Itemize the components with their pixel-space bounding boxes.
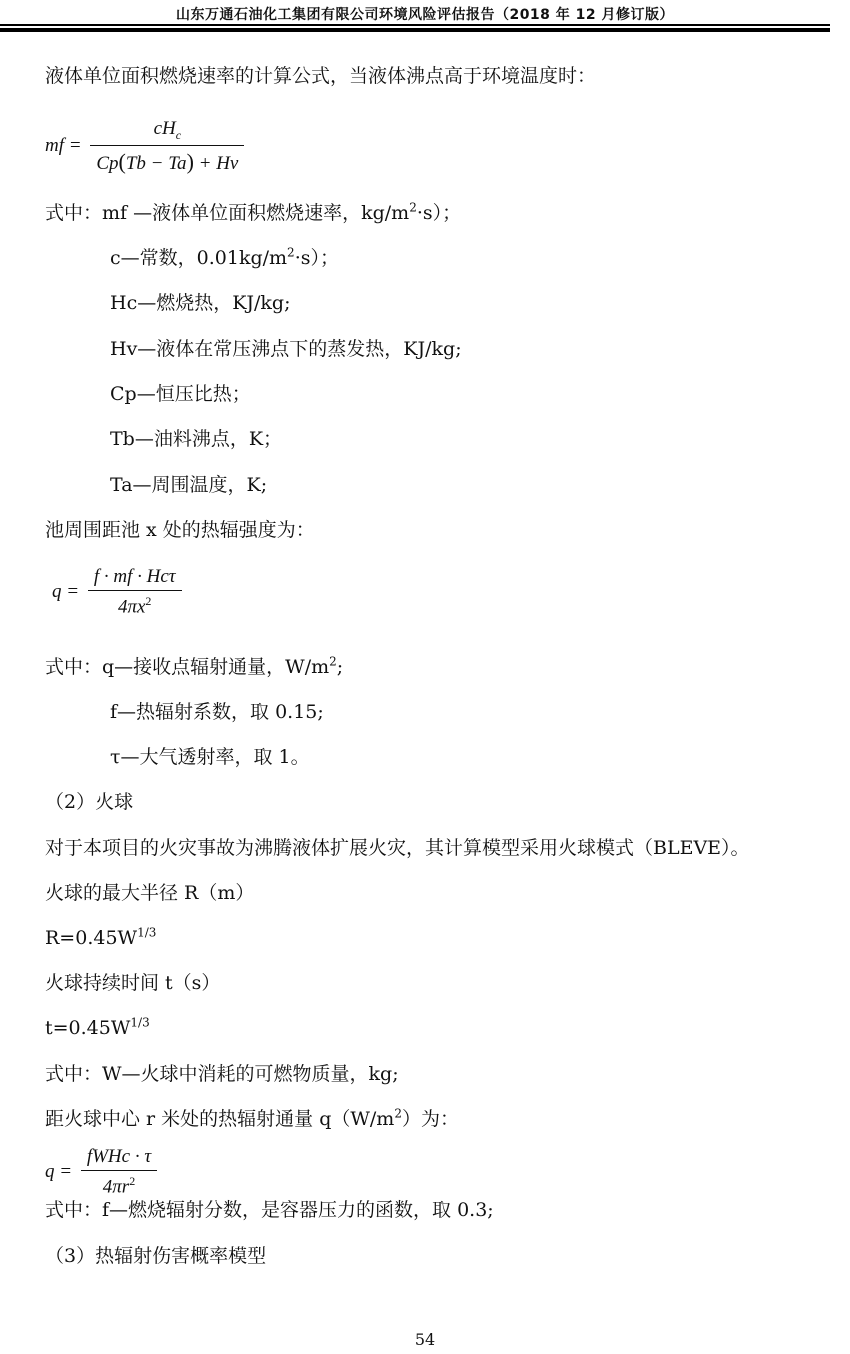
def-hv: Hv—液体在常压沸点下的蒸发热，KJ/kg; [110, 338, 462, 360]
page-number: 54 [414, 1330, 436, 1349]
formula-burn-rate [45, 118, 244, 175]
def-hc: Hc—燃烧热，KJ/kg; [110, 292, 291, 314]
page-header [0, 0, 850, 30]
fire-time: 火球持续时间 t（s） [45, 972, 221, 994]
def-ta: Ta—周围温度，K; [110, 474, 268, 496]
formula-fireball-radiation [45, 1146, 157, 1198]
f3-den-text: 4πr [102, 1176, 130, 1198]
f1-den-a: Cp [96, 152, 119, 174]
f1-num-sub: c [175, 127, 182, 142]
def-mf: 式中：mf —液体单位面积燃烧速率，$kg/m^2\cdot s$）； [45, 200, 462, 224]
def-q: 式中：q—接收点辐射通量，$W/m^2$; [45, 654, 344, 678]
formula-pool-radiation-denominator [88, 591, 182, 618]
intro-pool-text: 液体单位面积燃烧速率的计算公式，当液体沸点高于环境温度时： [45, 65, 597, 87]
header-title: 山东万通石油化工集团有限公司环境风险评估报告（2018 年 12 月修订版） [175, 7, 675, 23]
def-f2: 式中：f—燃烧辐射分数，是容器压力的函数，取 0.3; [45, 1199, 494, 1221]
fire-desc: 对于本项目的火灾事故为沸腾液体扩展火灾，其计算模型采用火球模式（BLEVE）。 [45, 837, 750, 859]
def-c: c—常数，$0.01kg/m^2\cdot s$）； [110, 245, 339, 269]
f1-den-c: + Hv [198, 152, 239, 174]
formula-burn-rate-numerator [90, 118, 244, 145]
def-f: f—热辐射系数，取 0.15; [110, 701, 324, 723]
header-rule-thick [0, 28, 830, 32]
formula-pool-radiation-numerator: f · mf · Hcτ [93, 566, 176, 587]
def-tb: Tb—油料沸点，K； [110, 428, 283, 450]
intro-q: 池周围距池 x 处的热辐强度为： [45, 519, 315, 541]
formula-pool-radiation [52, 566, 182, 618]
t-formula: $t=0.45W^{1/3}$ [45, 1015, 150, 1039]
section-fireball-heading: （2）火球 [45, 791, 134, 813]
header-rule-thin [0, 24, 830, 26]
f1-num-text: cH [153, 118, 176, 139]
intro-q2: 距火球中心 r 米处的热辐射通量 $q(W/m^2)$为： [45, 1106, 459, 1130]
f2-den-exp: 2 [145, 594, 152, 608]
formula-burn-rate-lhs: mf = [45, 135, 82, 157]
formula-fireball-radiation-lhs: q = [45, 1161, 73, 1183]
formula-pool-radiation-fraction [88, 566, 182, 618]
f2-den-text: 4πx [117, 596, 146, 618]
formula-fireball-radiation-numerator: fWHc · τ [86, 1146, 152, 1167]
formula-fireball-radiation-fraction [81, 1146, 157, 1198]
r-formula: $R=0.45W^{1/3}$ [45, 925, 157, 949]
def-tau: τ—大气透射率，取 1。 [110, 746, 310, 768]
f1-den-b: Tb − Ta [125, 152, 187, 174]
fire-radius: 火球的最大半径 R（m） [45, 882, 255, 904]
f3-den-exp: 2 [129, 1174, 136, 1188]
def-w: 式中：W—火球中消耗的可燃物质量，kg; [45, 1063, 399, 1085]
formula-burn-rate-fraction [90, 118, 244, 175]
def-cp: Cp—恒压比热； [110, 383, 251, 405]
section-thermal-model-heading: （3）热辐射伤害概率模型 [45, 1245, 267, 1267]
formula-fireball-radiation-denominator [81, 1171, 157, 1198]
formula-burn-rate-denominator: Cp(Tb − Ta) + Hv [96, 148, 239, 174]
formula-pool-radiation-lhs: q = [52, 581, 80, 603]
